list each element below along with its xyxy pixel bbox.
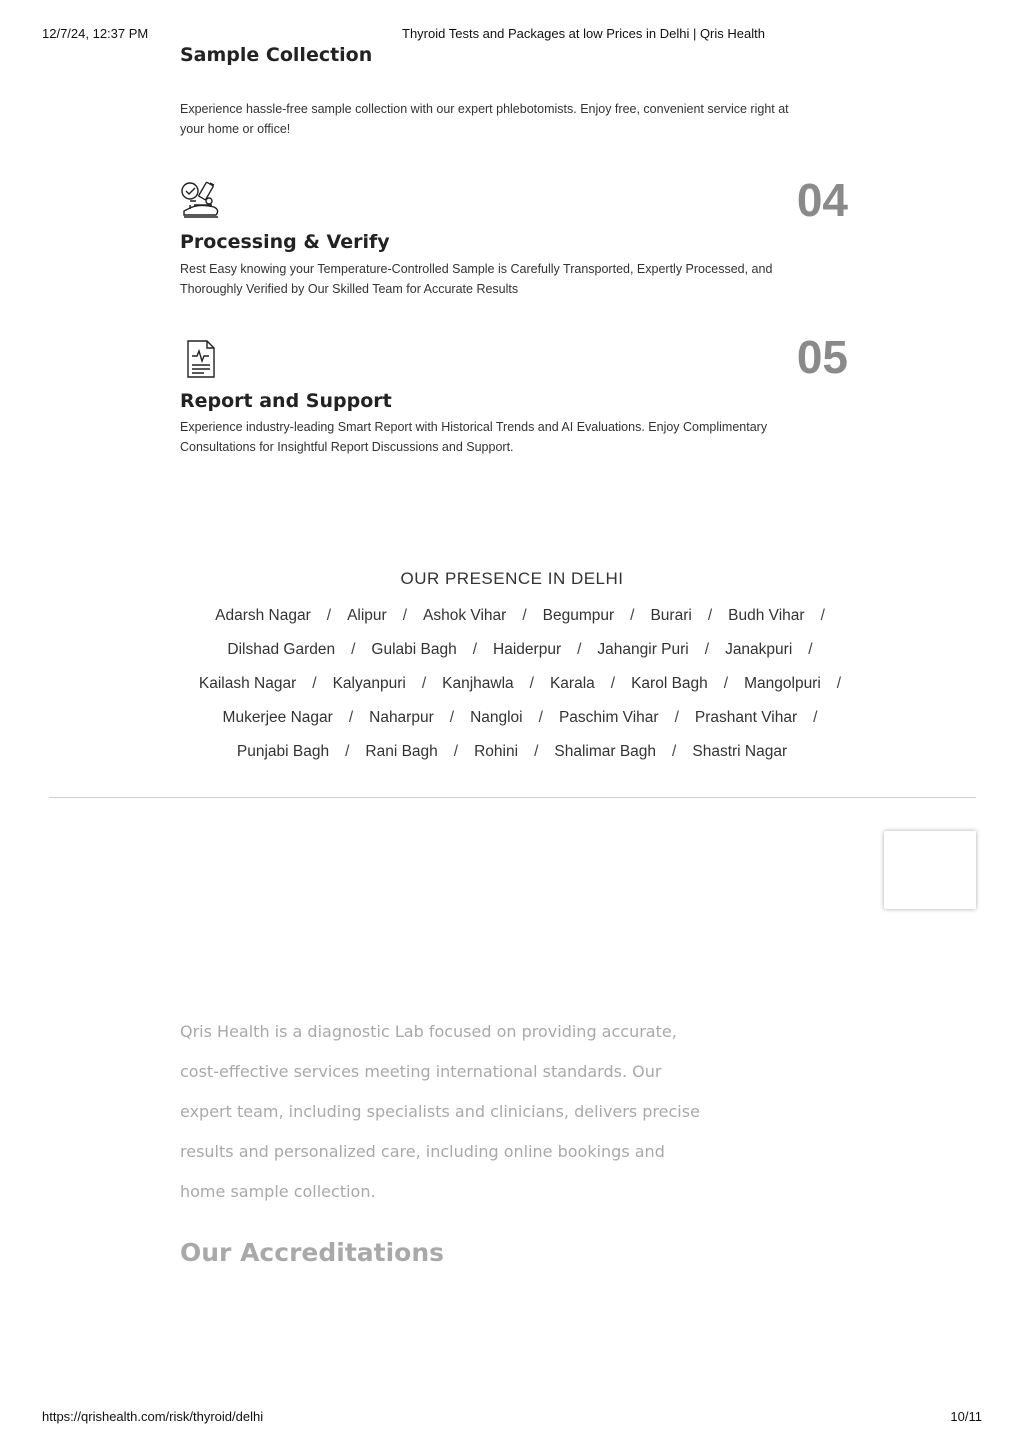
- step-title: Report and Support: [180, 390, 392, 412]
- section-divider: [49, 797, 976, 798]
- location-link[interactable]: Burari: [650, 607, 692, 624]
- location-row: [0, 672, 1024, 706]
- step-description: Experience industry-leading Smart Report with Historical Trends and AI Evaluations. Enjoy Complimentary Consultations for Insightful Report Discussions and Support.: [180, 420, 768, 454]
- location-separator: /: [723, 675, 729, 692]
- location-link[interactable]: Janakpuri: [725, 641, 793, 658]
- location-row: [0, 638, 1024, 672]
- location-link[interactable]: Shastri Nagar: [692, 743, 788, 760]
- location-separator: /: [813, 709, 818, 726]
- location-link[interactable]: Prashant Vihar: [694, 709, 798, 726]
- print-page-title: Thyroid Tests and Packages at low Prices in Delhi | Qris Health: [402, 26, 765, 41]
- location-separator: /: [534, 743, 539, 760]
- location-row: [0, 604, 1024, 638]
- print-page-number: 10/11: [950, 1409, 982, 1424]
- location-link[interactable]: Begumpur: [542, 607, 615, 624]
- location-separator: /: [577, 641, 582, 658]
- location-link[interactable]: Kanjhawla: [442, 675, 514, 692]
- location-link[interactable]: Karala: [549, 675, 595, 692]
- step-title: Sample Collection: [180, 44, 373, 66]
- floating-widget[interactable]: [884, 831, 976, 909]
- location-separator: /: [348, 709, 354, 726]
- location-link[interactable]: Paschim Vihar: [558, 709, 659, 726]
- step-description: Experience hassle-free sample collection with our expert phlebotomists. Enjoy free, convenient service right at your home or office!: [180, 102, 789, 136]
- step-title: Processing & Verify: [180, 231, 390, 253]
- location-separator: /: [836, 675, 842, 692]
- location-link[interactable]: Mangolpuri: [744, 675, 821, 692]
- location-link[interactable]: Kailash Nagar: [198, 675, 297, 692]
- location-separator: /: [453, 743, 459, 760]
- location-row: [0, 706, 1024, 740]
- location-link[interactable]: Adarsh Nagar: [215, 607, 311, 624]
- location-link[interactable]: Punjabi Bagh: [236, 743, 330, 760]
- location-link[interactable]: Mukerjee Nagar: [222, 709, 333, 726]
- location-separator: /: [674, 709, 679, 726]
- location-link[interactable]: Shalimar Bagh: [554, 743, 657, 760]
- step-number: 05: [796, 331, 848, 383]
- location-link[interactable]: Nangloi: [470, 709, 523, 726]
- location-link[interactable]: Jahangir Puri: [597, 641, 689, 658]
- location-link[interactable]: Alipur: [347, 607, 387, 624]
- step-description: Rest Easy knowing your Temperature-Controlled Sample is Carefully Transported, Expertly Processed, and Thoroughly Verified by Our Skilled Team for Accurate Results: [180, 262, 773, 296]
- location-separator: /: [672, 743, 677, 760]
- about-text: Qris Health is a diagnostic Lab focused on providing accurate, cost-effective services meeting international standards. Our expert team, including specialists and clinicians, delivers precise results and personalized care, including online bookings and home sample collection.: [180, 1022, 700, 1201]
- location-separator: /: [522, 607, 527, 624]
- location-separator: /: [610, 675, 616, 692]
- location-separator: /: [312, 675, 317, 692]
- presence-title: OUR PRESENCE IN DELHI: [400, 569, 624, 588]
- location-separator: /: [538, 709, 543, 726]
- print-url: https://qrishealth.com/risk/thyroid/delhi: [42, 1409, 264, 1424]
- location-separator: /: [704, 641, 710, 658]
- location-separator: /: [707, 607, 713, 624]
- location-link[interactable]: Kalyanpuri: [332, 675, 406, 692]
- print-datetime: 12/7/24, 12:37 PM: [42, 26, 149, 41]
- location-separator: /: [421, 675, 427, 692]
- location-link[interactable]: Gulabi Bagh: [371, 641, 457, 658]
- location-separator: /: [351, 641, 356, 658]
- location-link[interactable]: Rani Bagh: [365, 743, 438, 760]
- microscope-check-icon: [180, 179, 222, 221]
- location-row: [0, 740, 1024, 774]
- location-link[interactable]: Ashok Vihar: [423, 607, 507, 624]
- location-separator: /: [630, 607, 635, 624]
- location-separator: /: [820, 607, 825, 624]
- location-separator: /: [326, 607, 332, 624]
- location-link[interactable]: Haiderpur: [493, 641, 562, 658]
- step-number: 04: [796, 174, 848, 226]
- location-separator: /: [472, 641, 478, 658]
- location-link[interactable]: Karol Bagh: [631, 675, 708, 692]
- location-separator: /: [449, 709, 455, 726]
- location-link[interactable]: Dilshad Garden: [227, 641, 336, 658]
- location-separator: /: [345, 743, 350, 760]
- print-header: [42, 26, 982, 44]
- location-separator: /: [808, 641, 813, 658]
- location-link[interactable]: Rohini: [474, 743, 519, 760]
- location-list: [0, 604, 1024, 774]
- location-separator: /: [402, 607, 408, 624]
- location-link[interactable]: Naharpur: [369, 709, 434, 726]
- report-document-icon: [180, 338, 222, 380]
- location-link[interactable]: Budh Vihar: [728, 607, 805, 624]
- accreditations-title: Our Accreditations: [180, 1238, 445, 1267]
- location-separator: /: [529, 675, 534, 692]
